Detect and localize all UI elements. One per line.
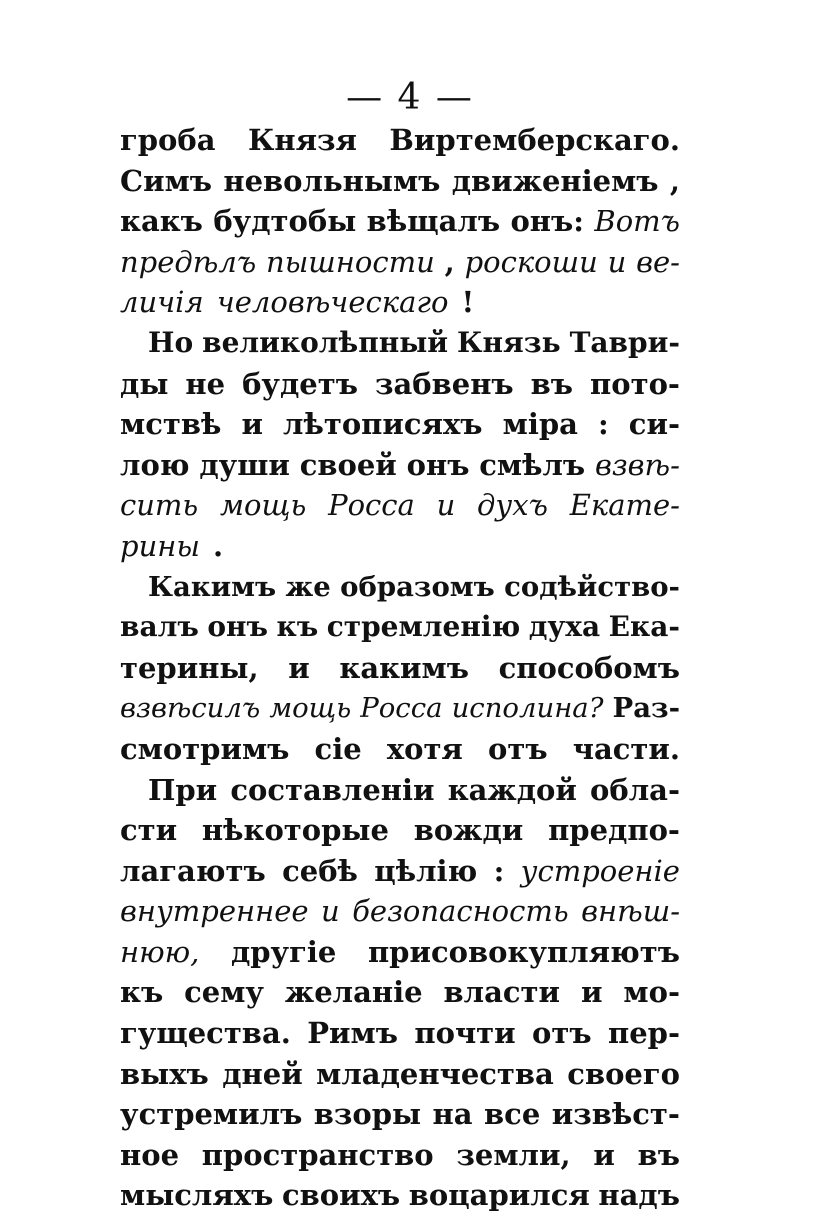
word: своей bbox=[299, 447, 397, 482]
word: стремленію bbox=[326, 610, 521, 644]
word: другіе bbox=[230, 934, 337, 969]
word: пространство bbox=[201, 1137, 434, 1172]
word: вѣщалъ bbox=[366, 204, 501, 239]
text-line bbox=[120, 242, 680, 283]
word: личія bbox=[120, 285, 204, 320]
word: и bbox=[607, 244, 627, 279]
word: гроба bbox=[120, 123, 216, 157]
word: сти bbox=[120, 813, 178, 848]
text-line bbox=[120, 445, 680, 486]
word: невольнымъ bbox=[223, 163, 441, 198]
word: взвѣсилъ bbox=[120, 692, 261, 725]
word: Раз- bbox=[612, 692, 680, 725]
word: отъ bbox=[488, 731, 548, 766]
word: на bbox=[432, 1097, 473, 1132]
word: устремилъ bbox=[120, 1097, 303, 1132]
word: ное bbox=[120, 1137, 180, 1172]
word: способомъ bbox=[498, 650, 680, 685]
word: обла- bbox=[590, 772, 680, 807]
page-number: — 4 — bbox=[346, 77, 474, 118]
text-line bbox=[120, 1094, 680, 1135]
word: хотя bbox=[386, 731, 463, 766]
text-line bbox=[120, 120, 680, 161]
word: При bbox=[148, 772, 218, 807]
word: . bbox=[213, 528, 224, 563]
word: своего bbox=[567, 1056, 680, 1091]
word: лагаютъ bbox=[120, 853, 266, 888]
word: и bbox=[321, 894, 340, 929]
book-page bbox=[120, 76, 680, 1216]
word: каждой bbox=[447, 772, 577, 807]
word: части. bbox=[572, 731, 680, 766]
word: внутреннее bbox=[120, 894, 309, 929]
word: , bbox=[669, 163, 680, 198]
word: міра bbox=[502, 407, 578, 442]
word: Виртемберскаго. bbox=[389, 123, 680, 157]
word: Симъ bbox=[120, 163, 213, 198]
word: Князя bbox=[247, 123, 357, 157]
text-line bbox=[120, 282, 680, 323]
word: роскоши bbox=[464, 244, 598, 279]
text-line bbox=[120, 648, 680, 689]
word: нюю, bbox=[120, 934, 200, 969]
text-line bbox=[120, 161, 680, 202]
word: какимъ bbox=[339, 650, 469, 685]
text-line bbox=[120, 688, 680, 729]
word: сіе bbox=[314, 731, 362, 766]
word: исполина? bbox=[451, 692, 604, 725]
word: духъ bbox=[477, 488, 548, 523]
text-line bbox=[120, 891, 680, 932]
word: пото- bbox=[590, 366, 680, 401]
word: смотримъ bbox=[120, 731, 290, 766]
word: предѣлъ bbox=[120, 244, 257, 279]
text-line bbox=[120, 932, 680, 973]
word: земли, bbox=[456, 1137, 571, 1172]
word: мощь bbox=[219, 488, 307, 523]
word: ! bbox=[461, 285, 475, 320]
text-line bbox=[120, 1175, 680, 1216]
word: мо- bbox=[623, 975, 680, 1010]
word: Екате- bbox=[569, 488, 680, 523]
text-line bbox=[120, 526, 680, 567]
word: Ека- bbox=[608, 610, 680, 644]
word: себѣ bbox=[282, 853, 358, 888]
word: , bbox=[444, 244, 455, 279]
word: и bbox=[593, 1137, 615, 1172]
word: къ bbox=[120, 975, 164, 1010]
word: валъ bbox=[120, 610, 199, 644]
word: терины, bbox=[120, 650, 259, 685]
word: власти bbox=[443, 975, 561, 1010]
word: онъ bbox=[406, 447, 470, 482]
text-line bbox=[120, 1054, 680, 1095]
text-line bbox=[120, 1013, 680, 1054]
word: вожди bbox=[413, 813, 524, 848]
word: духа bbox=[528, 610, 601, 644]
word: : bbox=[597, 407, 609, 442]
text-line bbox=[120, 201, 680, 242]
word: онъ bbox=[207, 610, 268, 644]
word: присовокупляютъ bbox=[367, 934, 680, 969]
word: взоры bbox=[313, 1097, 422, 1132]
text-line bbox=[120, 851, 680, 892]
text-line bbox=[120, 1135, 680, 1176]
text-line bbox=[120, 972, 680, 1013]
text-line bbox=[120, 567, 680, 608]
word: души bbox=[199, 447, 290, 482]
word: сему bbox=[184, 975, 264, 1010]
word: же bbox=[285, 570, 331, 603]
word: и bbox=[436, 488, 456, 523]
word: смѣлъ bbox=[479, 447, 586, 482]
word: къ bbox=[276, 610, 319, 644]
word: Но bbox=[148, 325, 194, 359]
text-body bbox=[120, 120, 680, 1216]
word: ве- bbox=[636, 244, 680, 279]
word: Римъ bbox=[307, 1016, 398, 1051]
word: пышности bbox=[266, 244, 435, 279]
word: мствѣ bbox=[120, 407, 222, 442]
word: будтобы bbox=[213, 204, 357, 239]
word: Вотъ bbox=[594, 204, 680, 239]
word: въ bbox=[530, 366, 574, 401]
word: и bbox=[288, 650, 310, 685]
word: желаніе bbox=[284, 975, 423, 1010]
word: своихъ bbox=[281, 1178, 401, 1213]
word: лѣтописяхъ bbox=[283, 407, 483, 442]
word: гущества. bbox=[120, 1016, 291, 1051]
text-line bbox=[120, 364, 680, 405]
word: какъ bbox=[120, 204, 203, 239]
word: устроеніе bbox=[520, 853, 680, 888]
word: : bbox=[493, 853, 505, 888]
word: все bbox=[484, 1097, 541, 1132]
text-line bbox=[120, 607, 680, 648]
word: Какимъ bbox=[148, 570, 277, 603]
word: и bbox=[580, 975, 603, 1010]
word: си- bbox=[628, 407, 680, 442]
word: безопасность bbox=[352, 894, 569, 929]
word: Росса bbox=[328, 488, 415, 523]
word: онъ: bbox=[510, 204, 584, 239]
word: мощь bbox=[269, 692, 352, 725]
word: рины bbox=[120, 528, 200, 563]
word: Росса bbox=[360, 692, 443, 725]
word: составленіи bbox=[230, 772, 435, 807]
text-line bbox=[120, 810, 680, 851]
word: Князь bbox=[457, 325, 561, 359]
word: и bbox=[241, 407, 263, 442]
word: воцарился bbox=[408, 1178, 590, 1213]
word: человѣческаго bbox=[216, 285, 449, 320]
word: выхъ bbox=[120, 1056, 209, 1091]
word: ды bbox=[120, 366, 169, 401]
word: лою bbox=[120, 447, 190, 482]
word: мысляхъ bbox=[120, 1178, 274, 1213]
word: сить bbox=[120, 488, 199, 523]
word: будетъ bbox=[242, 366, 358, 401]
word: цѣлію bbox=[374, 853, 478, 888]
word: надъ bbox=[598, 1178, 680, 1213]
word: не bbox=[185, 366, 226, 401]
word: забвенъ bbox=[374, 366, 514, 401]
word: взвѣ- bbox=[594, 447, 680, 482]
word: содѣйство- bbox=[504, 570, 680, 603]
word: извѣст- bbox=[551, 1097, 680, 1132]
word: дней bbox=[222, 1056, 303, 1091]
word: въ bbox=[637, 1137, 680, 1172]
word: нѣкоторые bbox=[201, 813, 389, 848]
text-line bbox=[120, 323, 680, 364]
word: почти bbox=[414, 1016, 516, 1051]
word: образомъ bbox=[340, 570, 495, 603]
word: движеніемъ bbox=[451, 163, 659, 198]
text-line bbox=[120, 770, 680, 811]
word: младенчества bbox=[316, 1056, 554, 1091]
text-line bbox=[120, 404, 680, 445]
text-line bbox=[120, 729, 680, 770]
word: Таври- bbox=[569, 325, 680, 359]
word: пер- bbox=[608, 1016, 680, 1051]
text-line bbox=[120, 485, 680, 526]
word: великолѣпный bbox=[202, 325, 449, 359]
word: внѣш- bbox=[581, 894, 680, 929]
word: предпо- bbox=[548, 813, 680, 848]
word: отъ bbox=[532, 1016, 592, 1051]
